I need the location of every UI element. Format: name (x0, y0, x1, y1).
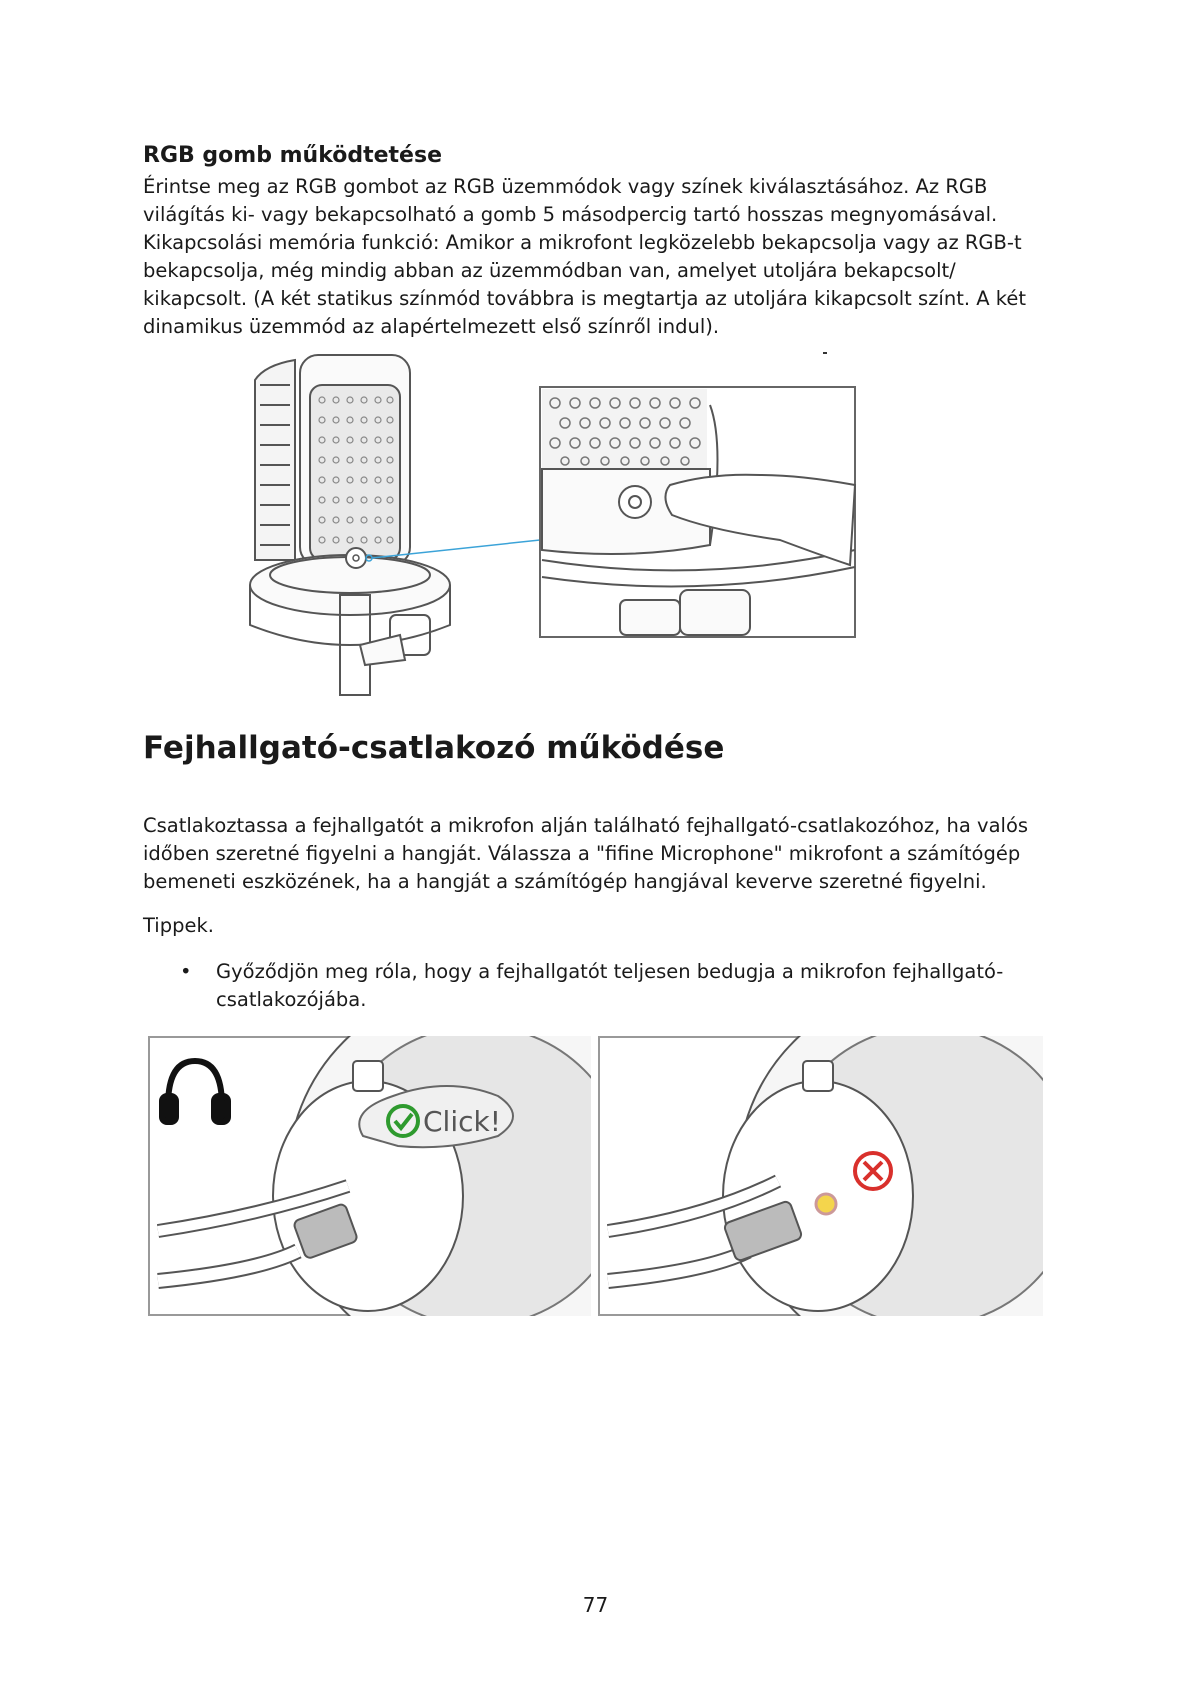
paragraph-line: Érintse meg az RGB gombot az RGB üzemmódok vagy színek kiválasztásához. Az RGB (143, 175, 988, 198)
paragraph-line: Csatlakoztassa a fejhallgatót a mikrofon alján található fejhallgató-csatlakozóhoz, ha valós (143, 814, 1029, 837)
paragraph-line: Kikapcsolási memória funkció: Amikor a mikrofont legközelebb bekapcsolja vagy az RGB-t (143, 231, 1022, 254)
paragraph-line: bekapcsolja, még mindig abban az üzemmódban van, amelyet utoljára bekapcsolt/ (143, 259, 956, 282)
paragraph-rgb (143, 173, 1073, 341)
paragraph-line: kikapcsolt. (A két statikus színmód továbbra is megtartja az utoljára kikapcsolt színt. A két (143, 287, 1027, 310)
paragraph-line: időben szeretné figyelni a hangját. Válassza a "fifine Microphone" mikrofont a számítógép (143, 842, 1021, 865)
section-heading-rgb: RGB gomb működtetése (143, 143, 442, 168)
page-number: 77 (582, 1593, 609, 1617)
headphone-correct-figure (148, 1036, 591, 1316)
headphone-incorrect-figure (598, 1036, 1043, 1316)
rgb-button-figure (240, 345, 920, 710)
finger-pressing-illustration (540, 387, 855, 637)
tip-text (216, 958, 1076, 1014)
tip-line: Győződjön meg róla, hogy a fejhallgatót teljesen bedugja a mikrofon fejhallgató- (216, 960, 1004, 983)
bullet-symbol: • (180, 960, 192, 983)
paragraph-line: bemeneti eszközének, ha a hangját a számítógép hangjával keverve szeretné figyelni. (143, 870, 987, 893)
paragraph-line: világítás ki- vagy bekapcsolható a gomb 5 másodpercig tartó hosszas megnyomásával. (143, 203, 998, 226)
tip-line: csatlakozójába. (216, 988, 367, 1011)
paragraph-line: dinamikus üzemmód az alapértelmezett első színről indul). (143, 315, 720, 338)
paragraph-headphone-jack (143, 812, 1073, 896)
click-callout-text: Click! (423, 1105, 501, 1138)
section-heading-headphone-jack: Fejhallgató-csatlakozó működése (143, 730, 725, 766)
tips-label: Tippek. (143, 914, 214, 937)
microphone-illustration (250, 355, 450, 695)
